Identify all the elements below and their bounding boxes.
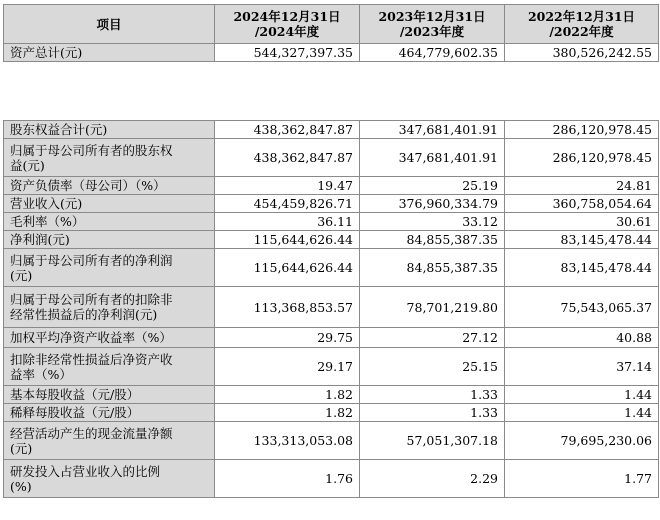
value-2024: 1.76 (215, 460, 360, 498)
row-label-line: (元) (10, 267, 33, 283)
header-2023-year: /2023年度 (399, 24, 465, 39)
value-2023: 84,855,387.35 (360, 231, 505, 249)
value-2022: 380,526,242.55 (505, 44, 659, 62)
value-2024: 1.82 (215, 404, 360, 422)
value-2024: 36.11 (215, 213, 360, 231)
row-label-line: 归属于母公司所有者的净利润 (10, 252, 173, 268)
header-2023 (360, 5, 505, 44)
value-2022: 286,120,978.45 (505, 121, 659, 139)
header-row (4, 5, 659, 44)
row-label-line: 益率（%） (10, 366, 72, 382)
row-label (4, 386, 215, 404)
row-label-line: 基本每股收益（元/股） (10, 387, 140, 402)
row-label-line: 归属于母公司所有者的股东权 (10, 142, 173, 158)
header-2022-date: 2022年12月31日 (527, 9, 636, 24)
table-row (4, 44, 659, 62)
financial-table-header (3, 4, 659, 62)
value-2022: 360,758,054.64 (505, 195, 659, 213)
value-2024: 1.82 (215, 386, 360, 404)
table-row (4, 404, 659, 422)
value-2024: 115,644,626.44 (215, 231, 360, 249)
value-2022: 24.81 (505, 177, 659, 195)
value-2024: 438,362,847.87 (215, 121, 360, 139)
value-2022: 30.61 (505, 213, 659, 231)
table-row (4, 249, 659, 287)
row-label-line: 研发投入占营业收入的比例 (10, 463, 161, 479)
table-row (4, 139, 659, 177)
value-2023: 376,960,334.79 (360, 195, 505, 213)
row-label-line: 资产负债率（母公司）（%） (10, 178, 166, 193)
row-label (4, 460, 215, 498)
financial-table-body (3, 120, 659, 498)
row-label (4, 121, 215, 139)
header-2022 (505, 5, 659, 44)
value-2023: 57,051,307.18 (360, 422, 505, 460)
value-2023: 78,701,219.80 (360, 287, 505, 328)
value-2022: 1.44 (505, 386, 659, 404)
row-label (4, 139, 215, 177)
row-label-line: 归属于母公司所有者的扣除非 (10, 292, 173, 307)
row-label: 资产总计(元) (4, 44, 215, 62)
table-row (4, 195, 659, 213)
value-2022: 37.14 (505, 348, 659, 386)
row-label-line: 加权平均净资产收益率（%） (10, 330, 172, 345)
value-2023: 25.19 (360, 177, 505, 195)
value-2023: 464,779,602.35 (360, 44, 505, 62)
value-2022: 83,145,478.44 (505, 249, 659, 287)
header-2024-year: /2024年度 (254, 24, 320, 39)
row-label-line: (%) (10, 478, 32, 494)
table-row (4, 348, 659, 386)
value-2023: 347,681,401.91 (360, 121, 505, 139)
row-label (4, 422, 215, 460)
row-label-line: (元) (10, 440, 33, 456)
value-2023: 1.33 (360, 404, 505, 422)
table-row (4, 213, 659, 231)
row-label (4, 177, 215, 195)
header-item: 项目 (4, 5, 215, 44)
value-2022: 83,145,478.44 (505, 231, 659, 249)
value-2022: 1.77 (505, 460, 659, 498)
row-label (4, 213, 215, 231)
row-label-line: 毛利率（%） (10, 214, 85, 229)
value-2022: 1.44 (505, 404, 659, 422)
header-2022-year: /2022年度 (549, 24, 614, 39)
value-2024: 544,327,397.35 (215, 44, 360, 62)
value-2024: 29.75 (215, 328, 360, 348)
value-2023: 33.12 (360, 213, 505, 231)
table-row (4, 328, 659, 348)
row-label-line: 净利润(元) (10, 232, 70, 247)
table-row (4, 287, 659, 328)
value-2024: 133,313,053.08 (215, 422, 360, 460)
value-2023: 347,681,401.91 (360, 139, 505, 177)
value-2024: 113,368,853.57 (215, 287, 360, 328)
row-label-line: 股东权益合计(元) (10, 122, 108, 137)
row-label (4, 348, 215, 386)
table-row (4, 422, 659, 460)
row-label-line: 经营活动产生的现金流量净额 (10, 425, 173, 441)
row-label-line: 稀释每股收益（元/股） (10, 405, 140, 420)
value-2023: 84,855,387.35 (360, 249, 505, 287)
value-2023: 2.29 (360, 460, 505, 498)
table-row (4, 121, 659, 139)
row-label-line: 扣除非经常性损益后净资产收 (10, 351, 173, 367)
row-label (4, 249, 215, 287)
table-row (4, 231, 659, 249)
row-label (4, 231, 215, 249)
value-2024: 19.47 (215, 177, 360, 195)
table-row (4, 460, 659, 498)
header-2024-date: 2024年12月31日 (233, 9, 341, 24)
value-2022: 75,543,065.37 (505, 287, 659, 328)
row-label-line: 营业收入(元) (10, 196, 83, 211)
value-2023: 27.12 (360, 328, 505, 348)
table-row (4, 386, 659, 404)
value-2024: 454,459,826.71 (215, 195, 360, 213)
value-2022: 40.88 (505, 328, 659, 348)
row-label (4, 287, 215, 328)
row-label (4, 404, 215, 422)
header-2023-date: 2023年12月31日 (378, 9, 486, 24)
value-2023: 1.33 (360, 386, 505, 404)
row-label (4, 195, 215, 213)
table-row (4, 177, 659, 195)
header-2024 (215, 5, 360, 44)
value-2024: 115,644,626.44 (215, 249, 360, 287)
value-2024: 438,362,847.87 (215, 139, 360, 177)
row-label-line: 益(元) (10, 157, 45, 173)
row-label-line: 经常性损益后的净利润(元) (10, 307, 158, 322)
value-2024: 29.17 (215, 348, 360, 386)
value-2023: 25.15 (360, 348, 505, 386)
row-label (4, 328, 215, 348)
value-2022: 286,120,978.45 (505, 139, 659, 177)
value-2022: 79,695,230.06 (505, 422, 659, 460)
